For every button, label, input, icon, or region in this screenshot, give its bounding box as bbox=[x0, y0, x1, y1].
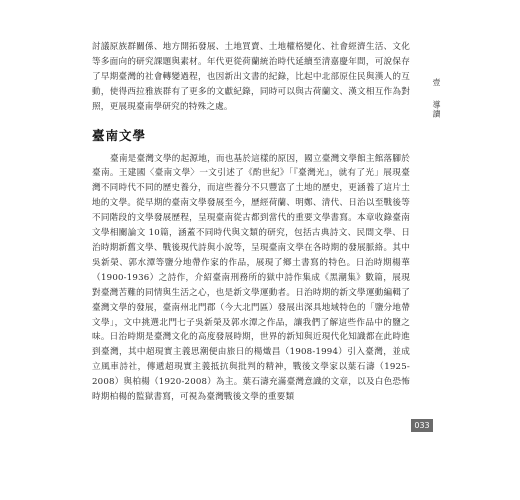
page-number: 033 bbox=[411, 419, 433, 432]
intro-paragraph: 討議原族群關係、地方開拓發展、土地買賣、土地權格變化、社會經濟生活、文化等多面向的研究課題與素材。年代更從荷蘭統治時代延續至清嘉慶年間，可說保存了早期臺灣的社會轉變過程，也因新出文書的紀錄，比起中北部原住民與漢人的互動，使得西拉雅族群有了更多的文獻紀錄，同時可以與古荷蘭文、漢文相互作為對照，更展現臺南學研究的特殊之處。 bbox=[92, 42, 410, 112]
running-header bbox=[428, 78, 442, 119]
chapter-number: 壹 bbox=[432, 78, 441, 87]
body-paragraph: 臺南是臺灣文學的起源地，而也基於這樣的原因，國立臺灣文學館主館落腳於臺南。王建國〈臺南文學〉一文引述了《酌世紀》「『臺灣光』，就有了光」展現臺灣不同時代不同的歷史養分，而這些養分不只豐富了土地的歷史，更涵養了這片土地的文學。從早期的臺南文學發展至今，歷經荷蘭、明鄭、清代、日治以至戰後等不同階段的文學發展歷程，呈現臺南從古都到當代的重要文學書寫。本章收錄臺南文學相關論文 10篇，涵蓋不同時代與文類的研究，包括古典詩文、民間文學、日治時期新舊文學、戰後現代詩與小說等，呈現臺南文學在各時期的發展脈絡。其中吳新榮、郭水潭等鹽分地帶作家的作品，展現了鄉土書寫的特色。日治時期楊華（1900-1936）之詩作，介紹臺南刑務所的獄中詩作集成《黑潮集》數篇，展現對臺灣苦難的同情與生活之心，也是新文學運動者。日治時期的新文學運動編輯了臺灣文學的發展，臺南州北門郡（今大北門區）發展出深具地域特色的「鹽分地帶文學」，文中挑選北門七子吳新榮及郭水潭之作品，讓我們了解這些作品中的鹽之味。日治時期是臺灣文化的高度發展時期，世界的新知與近現代化知識都在此時進到臺灣，其中超現實主義思潮便由旅日的楊熾昌（1908-1994）引入臺灣，並成立風車詩社，傳遞超現實主義抵抗與批判的精神，戰後文學家以葉石濤（1925-2008）與柏楊（1920-2008）為主。葉石濤充滿臺灣意識的文章，以及白色恐怖時期柏楊的監獄書寫，可視為臺灣戰後文學的重要類 bbox=[92, 153, 410, 403]
page-text bbox=[92, 40, 410, 405]
section-heading: 臺南文學 bbox=[92, 127, 147, 143]
chapter-title: 導讀 bbox=[432, 100, 441, 119]
